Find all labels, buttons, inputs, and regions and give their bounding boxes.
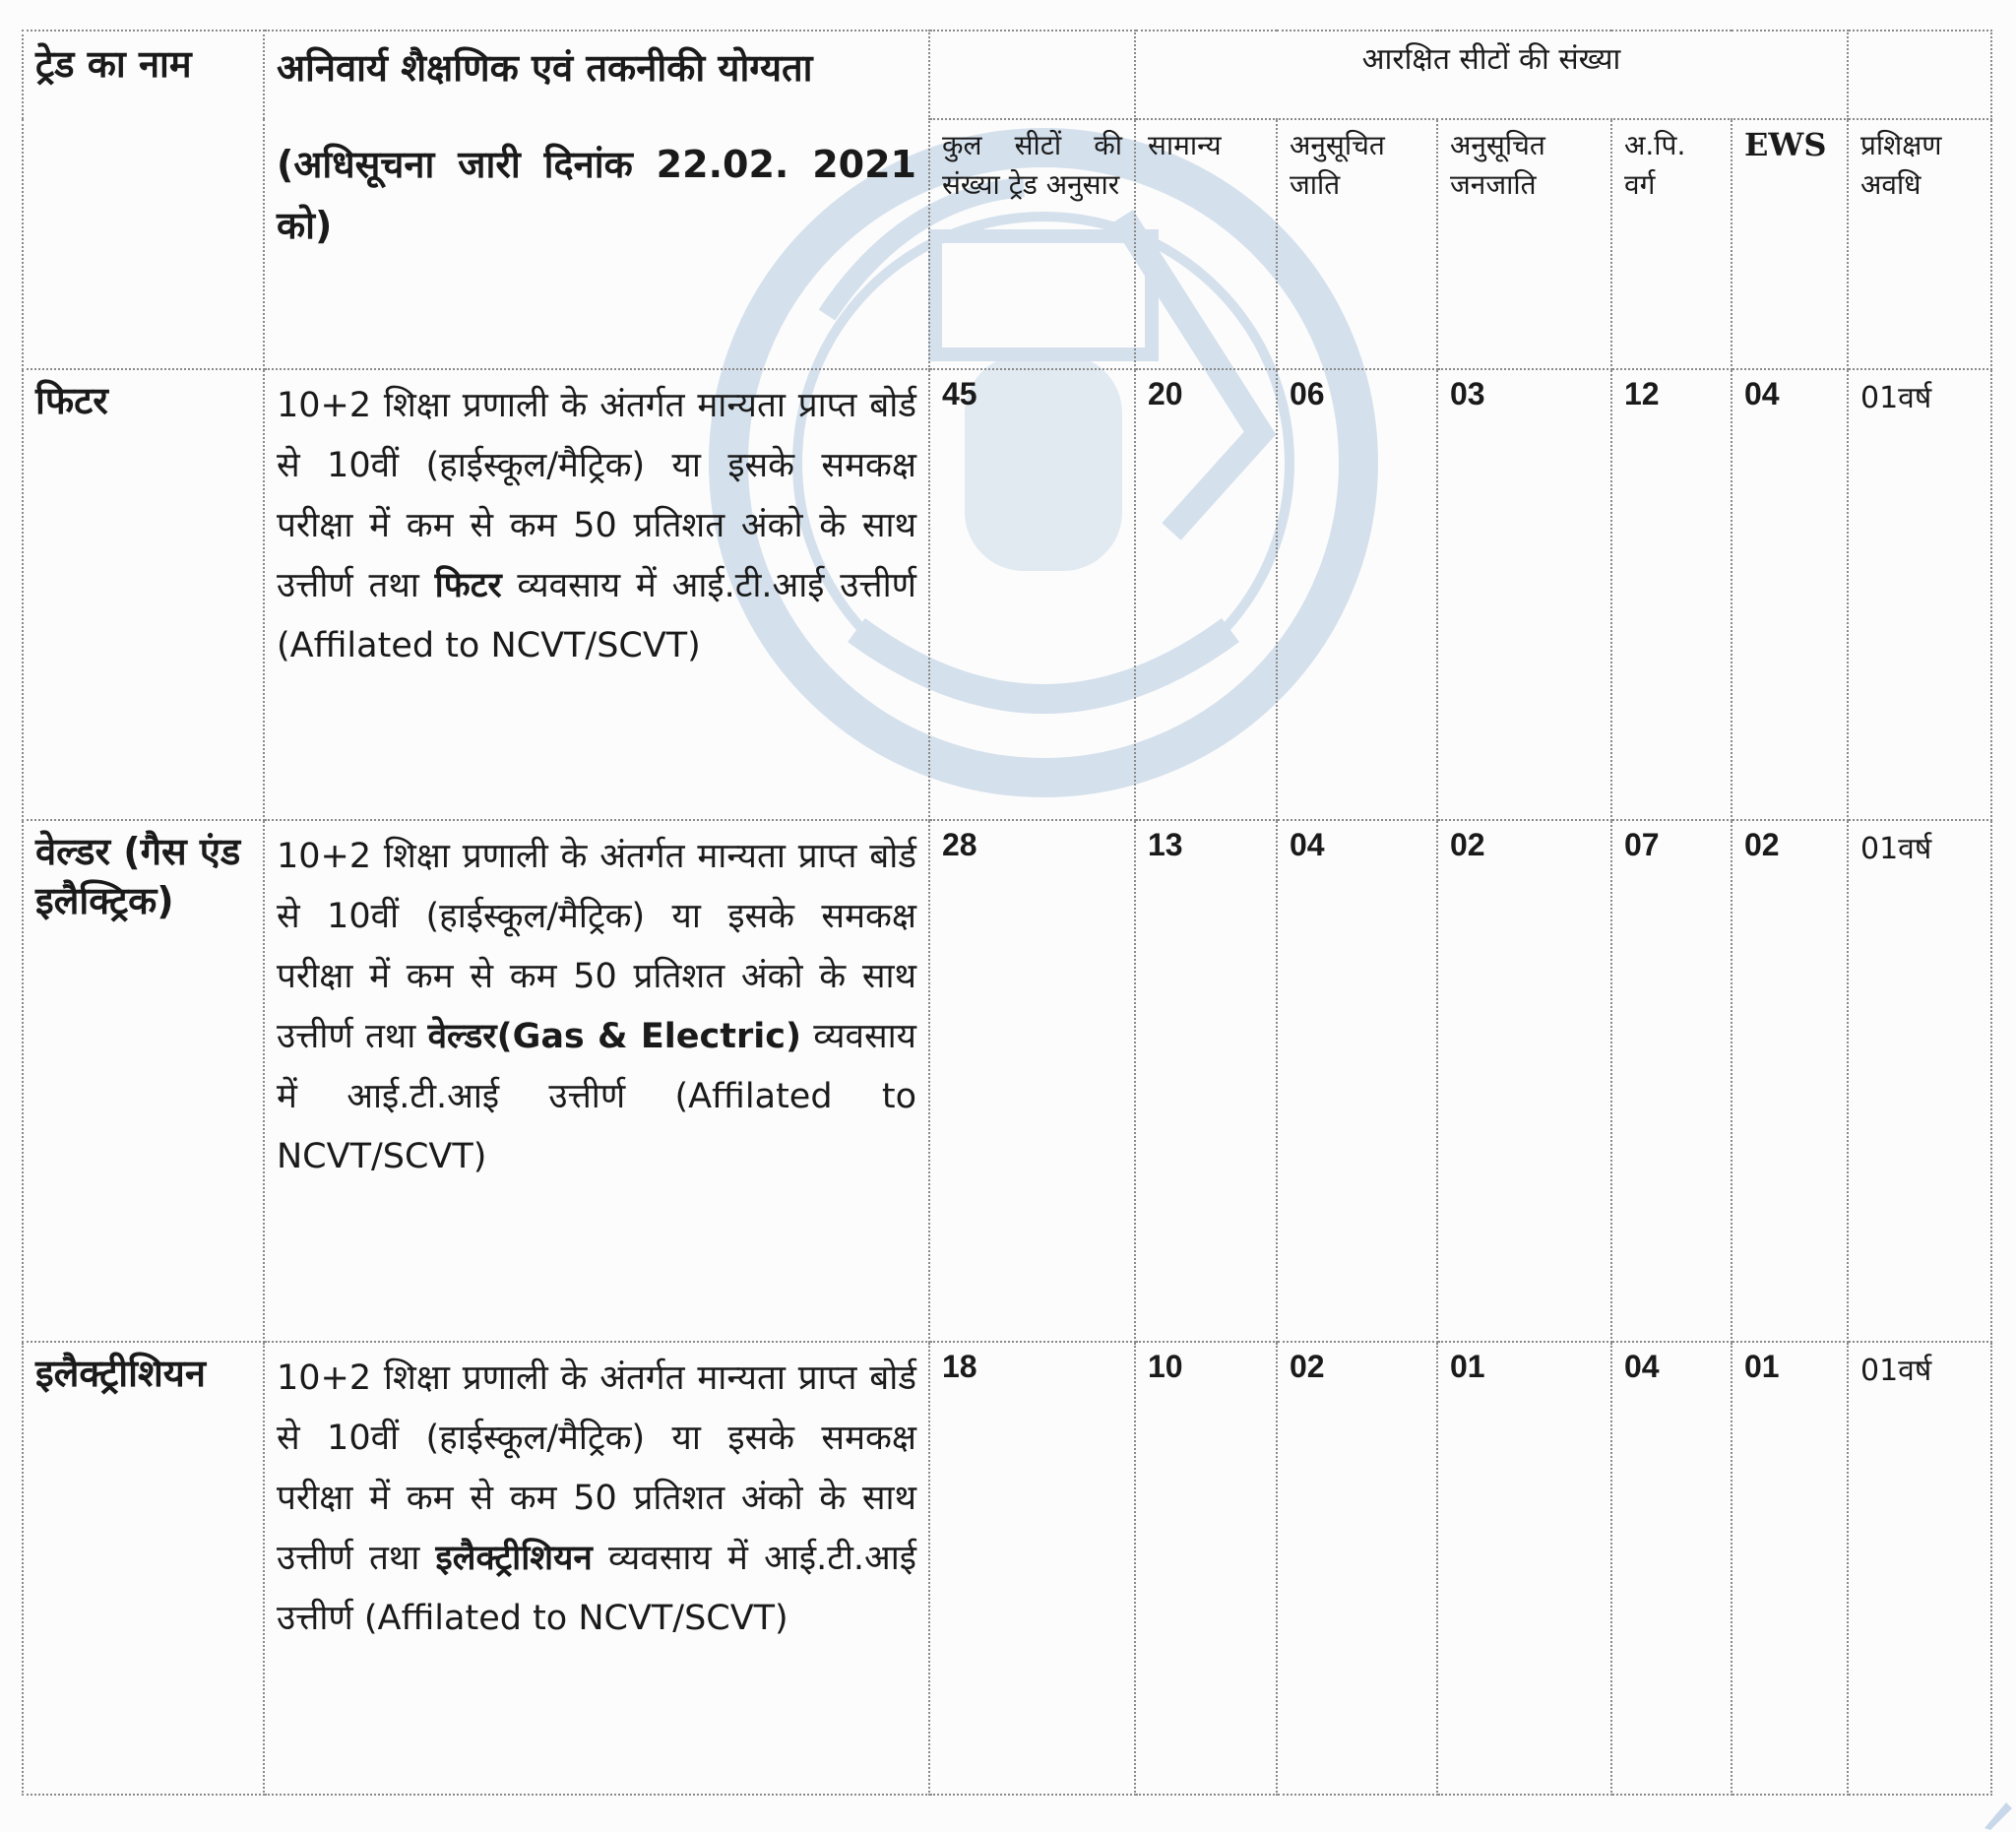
trade-name: फिटर (23, 369, 264, 820)
table-header-row (23, 31, 1991, 119)
header-empty-cell (1848, 31, 1991, 119)
ews-seats: 01 (1732, 1342, 1848, 1795)
qualification-trade: फिटर (434, 566, 502, 605)
table-row (23, 369, 1991, 820)
qualification-trade: वेल्डर(Gas & Electric) (427, 1017, 801, 1056)
training-duration: 01वर्ष (1848, 1342, 1991, 1795)
training-duration: 01वर्ष (1848, 820, 1991, 1342)
sc-seats: 06 (1277, 369, 1437, 820)
table-row (23, 820, 1991, 1342)
obc-seats: 07 (1611, 820, 1732, 1342)
qualification-trade: इलैक्ट्रीशियन (435, 1539, 593, 1578)
qualification-post: व्यवसाय में आई.टी.आई उत्तीर्ण (Affilated to NCVT/SCVT) (277, 1017, 916, 1176)
total-seats: 28 (929, 820, 1135, 1342)
st-header: अनुसूचित जनजाति (1437, 119, 1611, 369)
obc-header: अ.पि. वर्ग (1611, 119, 1732, 369)
ews-seats: 04 (1732, 369, 1848, 820)
qualification-post: व्यवसाय में आई.टी.आई उत्तीर्ण (Affilated to NCVT/SCVT) (277, 1539, 916, 1638)
general-header: सामान्य (1135, 119, 1277, 369)
obc-seats: 12 (1611, 369, 1732, 820)
notification-date: (अधिसूचना जारी दिनांक 22.02. 2021 को) (277, 143, 916, 247)
qualification-pre: 10+2 शिक्षा प्रणाली के अंतर्गत मान्यता प्राप्त बोर्ड से 10वीं (हाईस्कूल/मैट्रिक) या इसके समकक्ष परीक्षा में कम से कम 50 प्रतिशत अंको के साथ उत्तीर्ण तथा (277, 837, 916, 1056)
qualification-pre: 10+2 शिक्षा प्रणाली के अंतर्गत मान्यता प्राप्त बोर्ड से 10वीं (हाईस्कूल/मैट्रिक) या इसके समकक्ष परीक्षा में कम से कम 50 प्रतिशत अंको के साथ उत्तीर्ण तथा (277, 386, 916, 605)
sc-seats: 02 (1277, 1342, 1437, 1795)
sc-seats: 04 (1277, 820, 1437, 1342)
qualification-pre: 10+2 शिक्षा प्रणाली के अंतर्गत मान्यता प्राप्त बोर्ड से 10वीं (हाईस्कूल/मैट्रिक) या इसके समकक्ष परीक्षा में कम से कम 50 प्रतिशत अंको के साथ उत्तीर्ण तथा (277, 1358, 916, 1578)
header-empty-cell (929, 31, 1135, 119)
qualification-text (264, 369, 929, 820)
general-seats: 20 (1135, 369, 1277, 820)
total-seats-header: कुल सीटों की संख्या ट्रेड अनुसार (929, 119, 1135, 369)
reserved-seats-header: आरक्षित सीटों की संख्या (1135, 31, 1848, 119)
general-seats: 13 (1135, 820, 1277, 1342)
st-seats: 02 (1437, 820, 1611, 1342)
total-seats: 45 (929, 369, 1135, 820)
qualification-header-title: अनिवार्य शैक्षणिक एवं तकनीकी योग्यता (277, 46, 813, 90)
ews-header: EWS (1732, 119, 1848, 369)
st-seats: 01 (1437, 1342, 1611, 1795)
duration-header: प्रशिक्षण अवधि (1848, 119, 1991, 369)
qualification-text (264, 820, 929, 1342)
qualification-header (264, 31, 929, 369)
corner-mark-icon (1977, 1793, 2016, 1832)
table-row (23, 1342, 1991, 1795)
ews-seats: 02 (1732, 820, 1848, 1342)
trade-name: वेल्डर (गैस एंड इलैक्ट्रिक) (23, 820, 264, 1342)
trade-name-header: ट्रेड का नाम (23, 31, 264, 369)
sc-header: अनुसूचित जाति (1277, 119, 1437, 369)
general-seats: 10 (1135, 1342, 1277, 1795)
qualification-text (264, 1342, 929, 1795)
obc-seats: 04 (1611, 1342, 1732, 1795)
st-seats: 03 (1437, 369, 1611, 820)
total-seats: 18 (929, 1342, 1135, 1795)
trade-name: इलैक्ट्रीशियन (23, 1342, 264, 1795)
qualification-post: व्यवसाय में आई.टी.आई उत्तीर्ण (Affilated to NCVT/SCVT) (277, 566, 916, 665)
seat-table (22, 30, 1992, 1796)
training-duration: 01वर्ष (1848, 369, 1991, 820)
